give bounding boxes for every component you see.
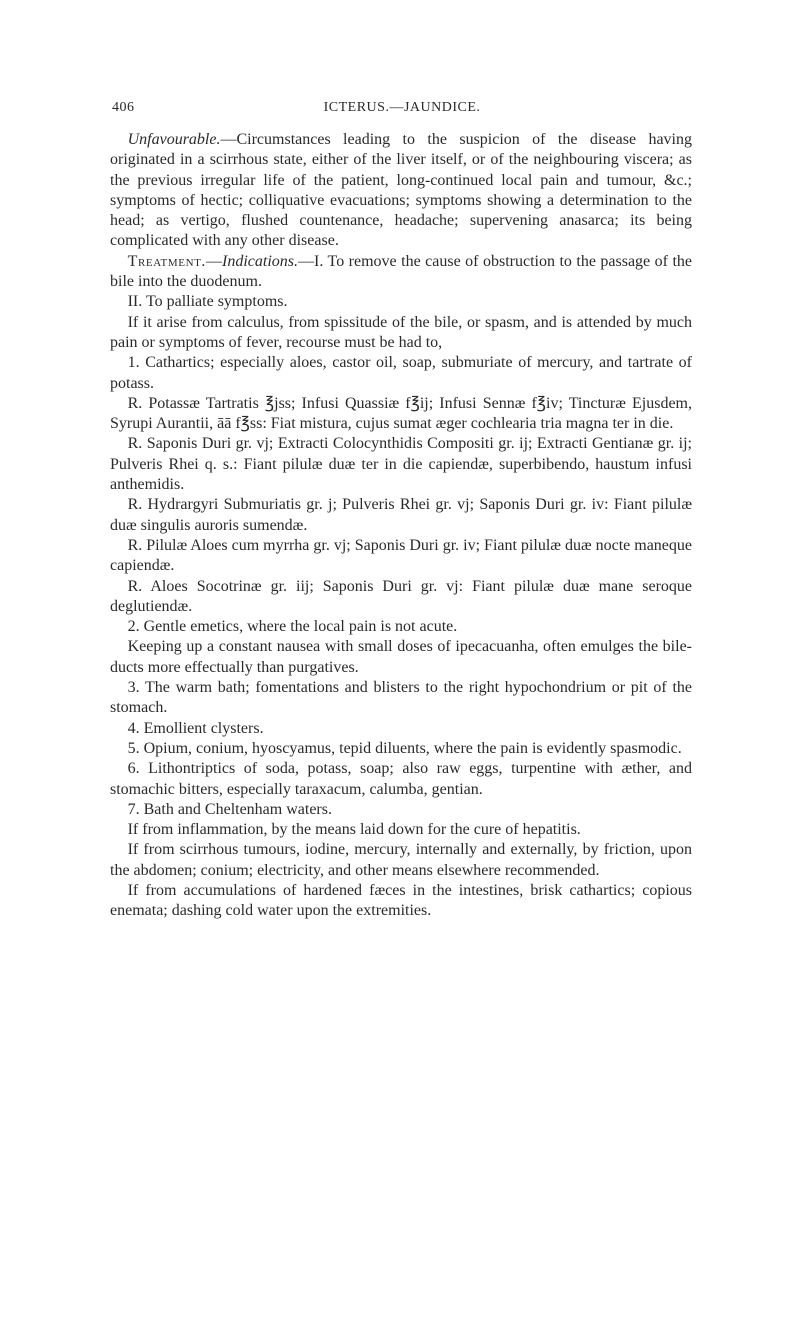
paragraph: 1. Cathartics; especially aloes, castor oil, soap, submuriate of mercury, and tartrate of potass.: [110, 354, 692, 392]
paragraph: 7. Bath and Cheltenham waters.: [127, 800, 332, 818]
paragraph: If from inflammation, by the means laid down for the cure of hepatitis.: [127, 821, 581, 839]
prescription: R. Aloes Socotrinæ gr. iij; Saponis Duri gr. vj: Fiant pilulæ duæ mane seroque deglutiendæ.: [110, 577, 692, 615]
unfavourable-paragraph: [110, 130, 692, 252]
treatment-dash: —: [206, 252, 223, 270]
unfavourable-heading: Unfavourable.: [127, 131, 221, 148]
prescription: R. Potassæ Tartratis ℥jss; Infusi Quassiæ f℥ij; Infusi Sennæ f℥iv; Tincturæ Ejusdem, Syrupi Aurantii, āā f℥ss: Fiat mistura, cujus sumat æger cochlearia tria magna ter in die.: [110, 394, 692, 433]
paragraph: 4. Emollient clysters.: [127, 719, 264, 737]
paragraph: If from scirrhous tumours, iodine, mercury, internally and externally, by friction, upon the abdomen; conium; electricity, and other means elsewhere recommended.: [110, 841, 692, 879]
paragraph: 6. Lithontriptics of soda, potass, soap; also raw eggs, turpentine with æther, and stomachic bitters, especially taraxacum, calumba, gentian.: [110, 760, 692, 798]
chapter-title: ICTERUS.—JAUNDICE.: [323, 100, 481, 115]
body-text: [110, 130, 692, 922]
page-number: 406: [112, 100, 135, 115]
treatment-paragraph: [110, 252, 692, 293]
paragraph: Keeping up a constant nausea with small doses of ipecacuanha, often emulges the bile-ducts more effectually than purgatives.: [110, 638, 692, 676]
prescription: R. Hydrargyri Submuriatis gr. j; Pulveris Rhei gr. vj; Saponis Duri gr. iv: Fiant pilulæ duæ singulis auroris sumendæ.: [110, 496, 692, 534]
unfavourable-text: —Circumstances leading to the suspicion of the disease having originated in a scirrhous state, either of the liver itself, or of the neighbouring viscera; as the previous irregular life of the patient, long-continued local pain and tumour, &c.; symptoms of hectic; colliquative evacuations; symptoms showing a determination to the head; as vertigo, flushed countenance, headache; supervening anasarca; its being complicated with any other disease.: [110, 131, 692, 250]
prescription: R. Saponis Duri gr. vj; Extracti Colocynthidis Compositi gr. ij; Extracti Gentianæ gr. ij; Pulveris Rhei q. s.: Fiant pilulæ duæ ter in die capiendæ, superbibendo, haustum infusi anthemidis.: [110, 435, 692, 494]
paragraph: If from accumulations of hardened fæces in the intestines, brisk cathartics; copious enemata; dashing cold water upon the extremities.: [110, 881, 692, 920]
indications-heading: Indications.: [222, 252, 299, 270]
paragraph: If it arise from calculus, from spissitude of the bile, or spasm, and is attended by much pain or symptoms of fever, recourse must be had to,: [110, 313, 692, 351]
treatment-text: —I. To remove the cause of obstruction to the passage of the bile into the duodenum.: [110, 252, 692, 291]
paragraph: 2. Gentle emetics, where the local pain is not acute.: [127, 618, 458, 636]
paragraph: II. To palliate symptoms.: [127, 293, 288, 311]
paragraph: 5. Opium, conium, hyoscyamus, tepid diluents, where the pain is evidently spasmodic.: [127, 739, 682, 757]
treatment-heading: Treatment.: [127, 252, 207, 270]
prescription: R. Pilulæ Aloes cum myrrha gr. vj; Saponis Duri gr. iv; Fiant pilulæ duæ nocte maneque capiendæ.: [110, 536, 693, 575]
paragraph: 3. The warm bath; fomentations and blisters to the right hypochondrium or pit of the stomach.: [110, 679, 692, 717]
running-head: [112, 100, 692, 122]
